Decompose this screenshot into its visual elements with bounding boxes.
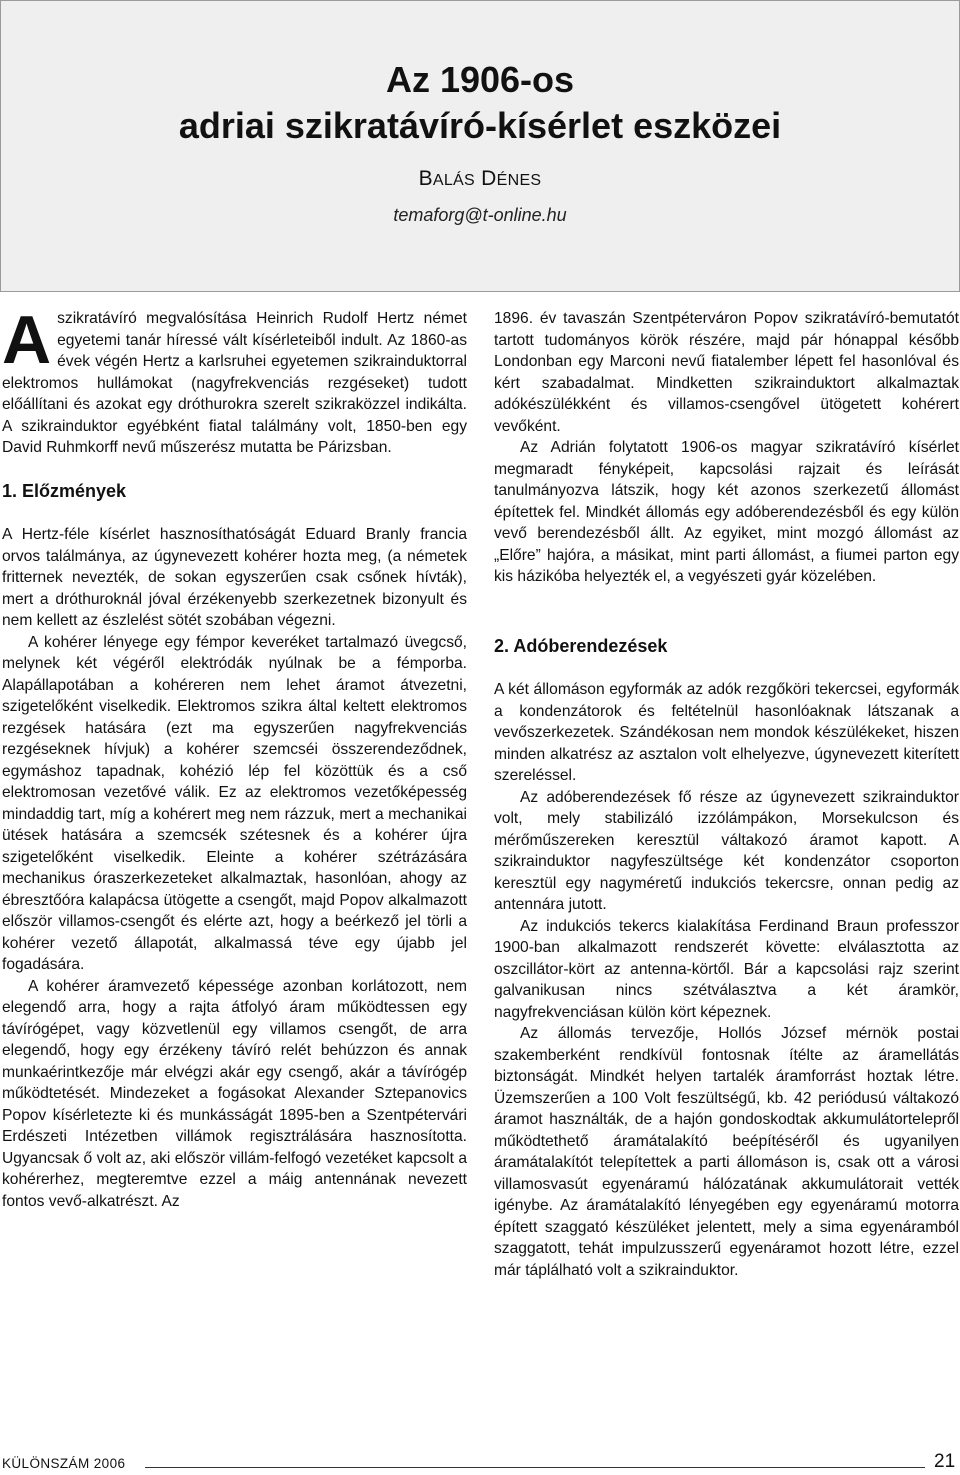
section-heading-2: 2. Adóberendezések — [494, 635, 668, 656]
left-column — [2, 302, 467, 1212]
article-title — [1, 57, 959, 149]
author-name — [1, 167, 959, 191]
paragraph: Az Adrián folytatott 1906-os magyar szikratávíró kísérlet megmaradt fényképeit, kapcsolási rajzait és leírását tanulmányozva látszik, hogy két azonos szerkezetű állomást építettek fel. Mindkét állomás egy adóberendezésből és egy külön vevő berendezésből állt. Az egyiket, mint mozgó állomást az „Előre” hajóra, a másikat, mint parti állomást, a fiumei parton egy kis házikóba helyezték el, a vegyészeti gyár közelében. — [494, 439, 959, 585]
page-number: 21 — [934, 1451, 956, 1472]
title-line-1: Az 1906-os — [385, 59, 575, 100]
dropcap: A — [2, 302, 52, 378]
paragraph: A kohérer áramvezető képessége azonban korlátozott, nem elegendő arra, hogy a rajta átfolyó áram működtessen egy távírógépet, vagy közvetlenül egy villamos csengőt, de arra elegendő, hogy egy érzékeny távíró relét behúzzon és annak munkaérintkezője már elvégzi akár egy csengő, akár a távírógép működtetését. Mindezeket a fogásokat Alexander Sztepanovics Popov kísérletezte ki és munkásságát 1895-ben a Szentpétervári Erdészeti Intézetben villámok regisztrálására hasznosította. Ugyancsak ő volt az, aki először villám-felfogó vezetéket kapcsolt a kohérerhez, megteremtve ezzel a máig antennának nevezett fontos vevő-alkatrészt. Az — [2, 977, 467, 1210]
author-first-rest: ALÁS — [432, 172, 476, 189]
paragraph: A Hertz-féle kísérlet hasznosíthatóságát Eduard Branly francia orvos találmánya, az úgynevezett kohérer hozta meg, (a németek fritternek nevezték, de sokan egyszerűen csak csőnek hívták), mert a dróthuroknál jóval érzékenyebb szerkezetnek bizonyult és nem kellett az észlelést sötét szobában végezni. — [2, 526, 467, 629]
paragraph: A két állomáson egyformák az adók rezgőköri tekercsei, egyformák a kondenzátorok és feltételnül hasonlóaknak látszanak a vevőszerkezetek. Szándékosan nem mondok készülékeket, hiszen minden alkatrész az asztalon volt elhelyezve, úgynevezett kiterített szereléssel. — [494, 681, 959, 784]
author-last-rest: ÉNES — [496, 172, 542, 189]
paragraph: Az adóberendezések fő része az úgynevezett szikrainduktor volt, mely stabilizáló izzólámpákon, Morsekulcson és mérőműszereken keresztül váltakozó áramot kapott. A szikrainduktor nagyfeszültsége két kondenzátor csoporton keresztül egy nagyméretű indukciós tekercsre, onnan pedig az antennára jutott. — [494, 788, 959, 913]
paragraph: Az indukciós tekercs kialakítása Ferdinand Braun professzor 1900-ban alkalmazott rendszerét követte: elválasztotta az oszcillátor-kört az antenna-körtől. Bár a kapcsolási rajz szerint galvanikusan nincs szétválasztva a két áramkör, nagyfrekvenciásan külön kört képeznek. — [494, 917, 959, 1021]
right-column — [494, 308, 959, 1281]
footer-rule — [145, 1467, 925, 1468]
footer-issue-label: KÜLÖNSZÁM 2006 — [2, 1456, 126, 1471]
paragraph: A kohérer lényege egy fémpor keveréket tartalmazó üvegcső, melynek két végéről elektródák nyúlnak be a fémporba. Alapállapotában a kohéreren nem lehet áramot átvezetni, szigetelőként viselkedik. Elektromos szikra által keltett elektromos rezgések hatására (ezt ma egyszerűen nagyfrekvenciás rezgéseknek hívjuk) a kohérer szemcséi összerendeződnek, egymáshoz tapadnak, kohézió lép fel közöttük és a cső elektromosan vezetővé válik. Ez az elektromos vezetőképesség mindaddig tart, míg a kohérert meg nem rázzuk, mert a mechanikai ütések hatására a szemcsék szétesnek és a kohérer újra szigetelőként viselkedik. Eleinte a kohérer szétrázására mechanikus óraszerkezeteket alkalmaztak, hasonlóan, ahogy az ébresztőóra kalapácsa ütögette a csengőt, majd Popov alkalmazott először villamos-csengőt és elérte azt, hogy a beérkező jel törli a kohérer vezető állapotát, alkalmassá téve egy újabb jel fogadására. — [2, 633, 467, 973]
author-last-initial: D — [481, 167, 497, 190]
title-line-2: adriai szikratávíró-kísérlet eszközei — [178, 105, 782, 146]
paragraph: Az állomás tervezője, Hollós József mérnök postai szakemberként rendkívül fontosnak ítélte az áramellátás biztonságát. Mindkét helyen tartalék áramforrást hoztak létre. Üzemszerűen a 100 Volt feszültségű, kb. 42 periódusú váltakozó áramot használták, de a hajón gondoskodtak akkumulátortelepről működtethető áramátalakító beépítéséről és ugyanilyen áramátalakítót telepítettek a parti állomáson is, csak ott a városi villamosvasút egyenáramú hálózatának akkumulátorait vették igénybe. Az áramátalakító lényegében egy egyenáramú motorra épített szaggató készüléket jelentett, mely a sima egyenáramból szaggatott, tehát impulzusszerű egyenáramot hozott létre, ezzel már táplálható volt a szikrainduktor. — [494, 1025, 959, 1279]
title-box — [0, 0, 960, 292]
author-email[interactable]: temaforg@t-online.hu — [393, 205, 567, 225]
paragraph: 1896. év tavaszán Szentpéterváron Popov szikratávíró-bemutatót tartott tudományos körök részére, majd pár hónappal később Londonban egy Marconi nevű fiatalember lépett fel hasonlóval és kért szabadalmat. Mindketten szikrainduktort alkalmaztak adókészülékként és villamos-csengővel ütögetett kohérert vevőként. — [494, 310, 959, 435]
section-heading-1: 1. Előzmények — [2, 480, 127, 501]
intro-paragraph — [2, 302, 467, 459]
author-first-initial: B — [418, 167, 433, 190]
intro-text: szikratávíró megvalósítása Heinrich Rudolf Hertz német egyetemi tanár híressé vált kísérleteiből indult. Az 1860-as évek végén Hertz a karlsruhei egyetemen szikrainduktorral elektromos hullámokat (nagyfrekvenciás rezgéseket) tudott előállítani és azokat egy dróthurokra szerelt szikraközzel indikálta. A szikrainduktor egyébként fiatal találmány volt, 1850-ben egy David Ruhmkorff nevű műszerész mutatta be Párizsban. — [2, 310, 467, 456]
